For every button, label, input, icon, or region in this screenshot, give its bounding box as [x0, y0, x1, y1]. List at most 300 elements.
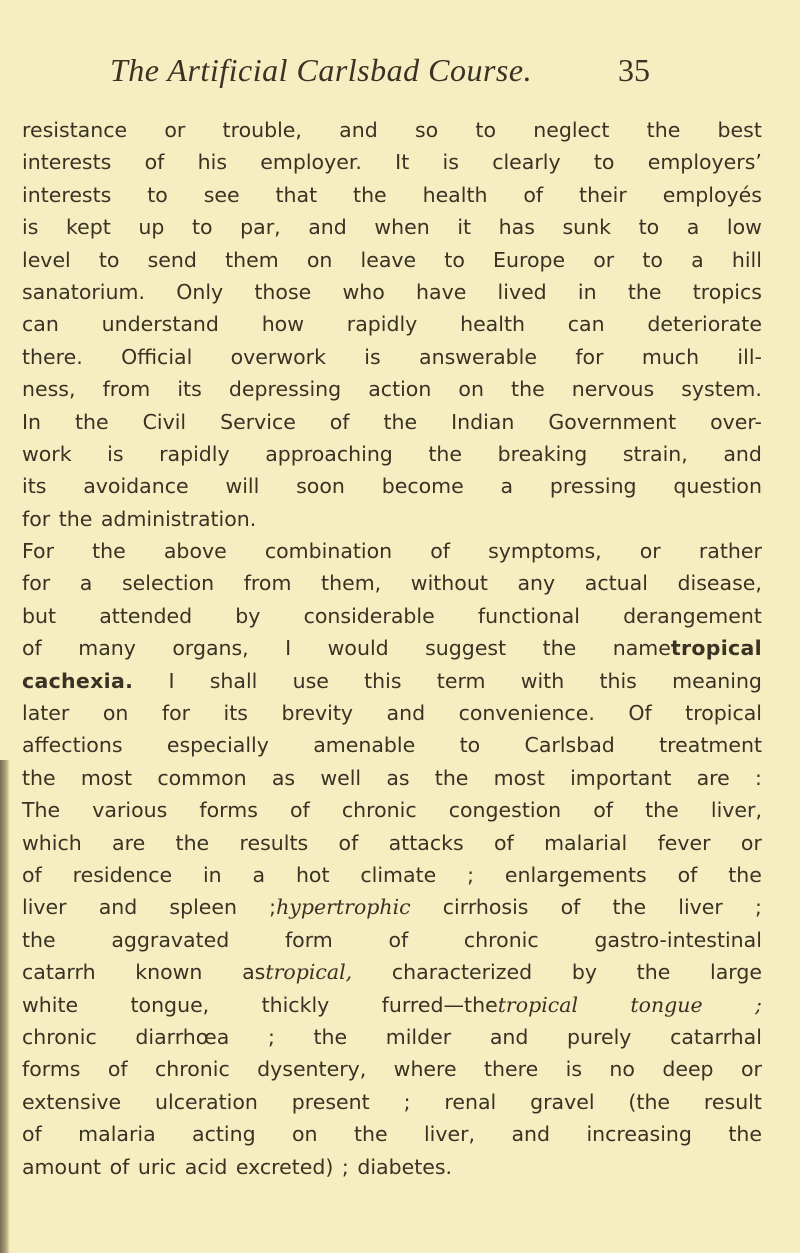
word: or — [740, 1057, 762, 1082]
word: the — [646, 118, 681, 142]
word-group — [22, 567, 50, 599]
word-group — [210, 665, 258, 697]
word-group — [262, 308, 304, 340]
word-group — [566, 1053, 582, 1085]
word-group — [75, 406, 109, 438]
word-group — [642, 341, 699, 373]
word: as — [242, 960, 266, 985]
word: diarrhœa — [135, 1024, 230, 1049]
word-group — [22, 794, 60, 826]
word: system. — [681, 377, 762, 402]
word: their — [579, 182, 627, 207]
word: leave — [360, 247, 417, 272]
word-group — [741, 1053, 762, 1085]
word: fever — [657, 830, 711, 855]
word-group — [416, 276, 466, 308]
word-group — [475, 114, 496, 146]
word-group — [22, 276, 145, 308]
word-group — [424, 1118, 475, 1150]
word-group — [22, 244, 71, 276]
word-group — [242, 956, 352, 988]
word: combination — [264, 539, 393, 564]
word-group — [755, 989, 762, 1021]
word: gravel — [530, 1089, 595, 1114]
word-group — [430, 535, 450, 567]
word-group — [281, 697, 353, 729]
text-line — [22, 211, 762, 243]
word: sanatorium. — [22, 279, 145, 304]
word-group — [451, 406, 514, 438]
word-group — [699, 535, 762, 567]
word-group — [645, 794, 679, 826]
word-group — [80, 567, 93, 599]
word-group — [169, 891, 237, 923]
word-group — [628, 276, 662, 308]
text-line — [22, 1086, 762, 1118]
word-group — [594, 146, 615, 178]
word: so — [414, 118, 439, 142]
word-group — [593, 244, 614, 276]
word: well — [320, 765, 362, 790]
word: become — [381, 474, 464, 499]
word-group — [501, 470, 514, 502]
word-group — [658, 827, 711, 859]
word: Civil — [142, 409, 187, 434]
word: organs, — [172, 636, 249, 661]
word-group — [670, 1021, 762, 1053]
word: as — [271, 765, 296, 790]
word-group — [103, 373, 151, 405]
word-group — [260, 146, 362, 178]
text-line — [22, 891, 762, 923]
word: ness, — [22, 377, 76, 402]
word-group — [530, 1086, 594, 1118]
word-group — [81, 762, 132, 794]
word: forms — [199, 798, 258, 823]
word: interests — [22, 150, 112, 175]
text-line — [22, 567, 762, 599]
word-group — [328, 632, 389, 664]
word-group — [22, 924, 56, 956]
word-group — [585, 567, 648, 599]
word-group — [494, 827, 514, 859]
word: and — [386, 701, 426, 726]
word-group — [562, 211, 611, 243]
word-group — [253, 859, 266, 891]
word-group — [177, 373, 201, 405]
word: of — [22, 862, 42, 887]
word-group — [167, 729, 269, 761]
word: hypertrophic — [276, 895, 411, 920]
word: has — [498, 215, 535, 240]
word-group — [578, 276, 597, 308]
word-group — [22, 956, 96, 988]
word-group — [22, 308, 59, 340]
word-group — [478, 600, 580, 632]
text-line — [22, 114, 762, 146]
word: by — [571, 960, 597, 985]
word: chronic — [341, 798, 417, 823]
word: and — [98, 895, 138, 920]
word-group — [449, 794, 561, 826]
word-group — [435, 762, 469, 794]
word: of — [430, 539, 451, 564]
word-group — [22, 859, 42, 891]
word-group — [320, 762, 361, 794]
word: of — [388, 927, 409, 952]
word: term — [436, 668, 486, 693]
word-group — [395, 146, 409, 178]
word: catarrh — [22, 960, 96, 985]
word: hot — [295, 862, 330, 887]
word-group — [593, 794, 613, 826]
word-group — [265, 535, 392, 567]
word: interests — [22, 182, 112, 207]
word: answerable — [419, 344, 537, 369]
word: tropical — [685, 701, 762, 726]
word: deteriorate — [647, 312, 762, 337]
word: resistance — [22, 118, 128, 142]
word-group — [678, 567, 762, 599]
text-line — [22, 924, 762, 956]
word-group — [672, 665, 762, 697]
text-line — [22, 406, 762, 438]
word-group — [102, 308, 219, 340]
word: and — [723, 441, 762, 466]
word: considerable — [303, 603, 435, 628]
word: white — [22, 992, 79, 1017]
word-group — [204, 179, 240, 211]
word-group — [220, 406, 296, 438]
word: are — [112, 830, 146, 855]
word-group — [99, 244, 120, 276]
word-group — [290, 794, 310, 826]
word-group — [388, 924, 408, 956]
word-group — [368, 373, 431, 405]
word-group — [159, 438, 230, 470]
word-group — [22, 179, 111, 211]
text-line — [22, 762, 762, 794]
word-group — [229, 373, 341, 405]
word: is — [442, 150, 459, 175]
word: this — [599, 668, 637, 693]
word-group — [623, 438, 688, 470]
word: the — [542, 636, 577, 661]
text-line — [22, 470, 762, 502]
text-line — [22, 600, 762, 632]
word: ; — [267, 1024, 275, 1049]
word-group — [659, 729, 762, 761]
word: the — [636, 960, 671, 985]
word-group — [647, 114, 681, 146]
word-group — [108, 1053, 128, 1085]
word: the — [353, 1122, 388, 1147]
word: its — [22, 474, 47, 499]
word-group — [22, 1086, 121, 1118]
word-group — [342, 794, 417, 826]
text-line — [22, 1021, 762, 1053]
word: extensive — [22, 1089, 122, 1114]
word-group — [732, 244, 762, 276]
text-line — [22, 697, 762, 729]
word-group — [382, 989, 578, 1021]
running-title: The Artificial Carlsbad Course. — [110, 52, 533, 88]
word: use — [292, 668, 329, 693]
word: the — [612, 895, 647, 920]
word: of — [493, 830, 514, 855]
word-group — [640, 535, 661, 567]
word: this — [364, 668, 402, 693]
word-group — [111, 924, 229, 956]
word: the — [22, 765, 56, 790]
word-group — [155, 1053, 230, 1085]
text-line — [22, 1151, 762, 1183]
word: important — [570, 765, 672, 790]
word-group — [386, 1021, 451, 1053]
word: for — [575, 344, 604, 369]
word-group — [354, 1118, 388, 1150]
word: form — [284, 927, 333, 952]
word-group — [268, 1021, 275, 1053]
word: of — [523, 182, 544, 207]
word: of — [22, 1122, 42, 1147]
text-segment: for the administration. — [22, 506, 257, 531]
word: rather — [698, 539, 762, 564]
word-group — [710, 406, 762, 438]
word: up — [138, 215, 165, 240]
word-group — [307, 244, 333, 276]
word-group — [257, 1053, 366, 1085]
word-group — [488, 535, 602, 567]
word: results — [239, 830, 309, 855]
word: known — [135, 960, 203, 985]
word-group — [523, 179, 543, 211]
word: of — [560, 895, 581, 920]
word: best — [717, 118, 762, 142]
word-group — [235, 600, 260, 632]
word: name — [612, 636, 671, 661]
word: on — [292, 1122, 318, 1147]
word: milder — [385, 1024, 452, 1049]
word-group — [628, 697, 651, 729]
word: to — [642, 247, 663, 272]
word-group — [276, 179, 318, 211]
word-group — [567, 1021, 631, 1053]
word-group — [92, 794, 167, 826]
word: various — [92, 798, 168, 823]
word: or — [164, 118, 186, 142]
word: by — [235, 603, 261, 628]
word: those — [254, 279, 312, 304]
word-group — [498, 438, 588, 470]
word: who — [342, 279, 385, 304]
word: later — [22, 701, 70, 726]
word: chronic — [155, 1057, 230, 1082]
word-group — [382, 470, 464, 502]
word-group — [727, 211, 762, 243]
word: low — [726, 215, 762, 240]
word-group — [347, 308, 418, 340]
word: cirrhosis — [442, 895, 529, 920]
word-group — [594, 924, 762, 956]
word: of — [593, 798, 613, 823]
word-group — [711, 794, 762, 826]
word-group — [460, 729, 481, 761]
word-group — [22, 665, 133, 697]
word: suggest — [425, 636, 507, 661]
word: on — [306, 247, 333, 272]
word: for — [22, 571, 51, 596]
word: that — [275, 182, 318, 207]
word: the — [728, 1122, 762, 1147]
word-group — [22, 1021, 97, 1053]
word: trouble, — [222, 118, 302, 142]
word-group — [364, 341, 380, 373]
word-group — [685, 697, 762, 729]
word-group — [22, 600, 56, 632]
word-group — [511, 1118, 550, 1150]
word-group — [613, 891, 647, 923]
word: from — [102, 377, 151, 402]
word-group — [192, 1118, 256, 1150]
word: residence — [72, 862, 173, 887]
word-group — [728, 1118, 762, 1150]
text-line — [22, 632, 762, 664]
word: common — [157, 765, 247, 790]
word: in — [202, 862, 222, 887]
word-group — [673, 470, 762, 502]
word: depressing — [228, 377, 342, 402]
running-header — [110, 52, 650, 102]
word: for — [161, 701, 191, 726]
word-group — [568, 308, 605, 340]
word: Government — [548, 409, 677, 434]
word-group — [394, 1053, 457, 1085]
word: how — [261, 312, 304, 337]
word: can — [567, 312, 605, 337]
word-group — [544, 827, 627, 859]
word: liver — [678, 895, 723, 920]
word-group — [231, 341, 326, 373]
word-group — [723, 438, 762, 470]
word: For — [22, 539, 55, 564]
word-group — [308, 211, 347, 243]
word: but — [22, 603, 57, 628]
word-group — [613, 632, 762, 664]
word-group — [575, 341, 603, 373]
word: on — [458, 377, 484, 402]
word-group — [374, 211, 429, 243]
word: characterized — [391, 960, 533, 985]
word: ; — [755, 992, 762, 1017]
word-group — [83, 470, 188, 502]
word-group — [78, 1118, 155, 1150]
word: purely — [567, 1024, 632, 1049]
word-group — [387, 697, 426, 729]
word: hill — [731, 247, 762, 272]
word: employers’ — [647, 150, 762, 175]
word-group — [533, 114, 609, 146]
word: present — [291, 1089, 370, 1114]
word-group — [411, 567, 488, 599]
word-group — [710, 956, 762, 988]
text-line — [22, 276, 762, 308]
word: there — [484, 1057, 539, 1082]
text-line — [22, 373, 762, 405]
word: of — [329, 409, 350, 434]
word-group — [22, 470, 46, 502]
word: employés — [662, 182, 762, 207]
text-line — [22, 503, 762, 535]
word: Only — [176, 279, 224, 304]
word: especially — [166, 733, 269, 758]
word: there. — [22, 344, 83, 369]
word: result — [703, 1089, 762, 1114]
word: par, — [240, 215, 281, 240]
text-line — [22, 341, 762, 373]
word-group — [78, 632, 136, 664]
word: congestion — [448, 798, 562, 823]
word-group — [22, 729, 123, 761]
word-group — [428, 438, 462, 470]
word: attended — [99, 603, 193, 628]
word-group — [66, 211, 111, 243]
word-group — [459, 697, 595, 729]
word-group — [272, 762, 295, 794]
word-group — [254, 276, 311, 308]
page-binding-shadow — [0, 760, 10, 1253]
word-group — [112, 827, 145, 859]
word: tropical, — [265, 960, 353, 985]
word: from — [243, 571, 292, 596]
word: to — [191, 215, 213, 240]
word-group — [586, 1118, 692, 1150]
word: is — [22, 215, 39, 240]
word-group — [224, 697, 248, 729]
word-group — [755, 891, 762, 923]
word-group — [460, 308, 525, 340]
word-group — [498, 276, 547, 308]
word: of — [338, 830, 359, 855]
word: amenable — [313, 733, 416, 758]
word-group — [386, 762, 409, 794]
word-group — [313, 1021, 347, 1053]
word: brevity — [281, 701, 354, 726]
word-group — [148, 244, 197, 276]
word: it — [457, 215, 472, 240]
word: the — [645, 798, 679, 823]
word: is — [565, 1057, 583, 1082]
word-group — [458, 373, 484, 405]
word-group — [443, 146, 459, 178]
word: derangement — [623, 603, 762, 628]
word: ; — [403, 1089, 411, 1114]
text-line — [22, 827, 762, 859]
text-line — [22, 535, 762, 567]
word-group — [135, 1021, 229, 1053]
word: affections — [22, 733, 123, 758]
word-group — [240, 827, 309, 859]
word-group — [22, 373, 75, 405]
word-group — [145, 146, 165, 178]
word-group — [687, 211, 700, 243]
word-group — [172, 632, 248, 664]
word: of — [677, 862, 698, 887]
word-group — [73, 859, 172, 891]
word-group — [639, 211, 660, 243]
word: rapidly — [159, 441, 230, 466]
word-group — [599, 665, 636, 697]
